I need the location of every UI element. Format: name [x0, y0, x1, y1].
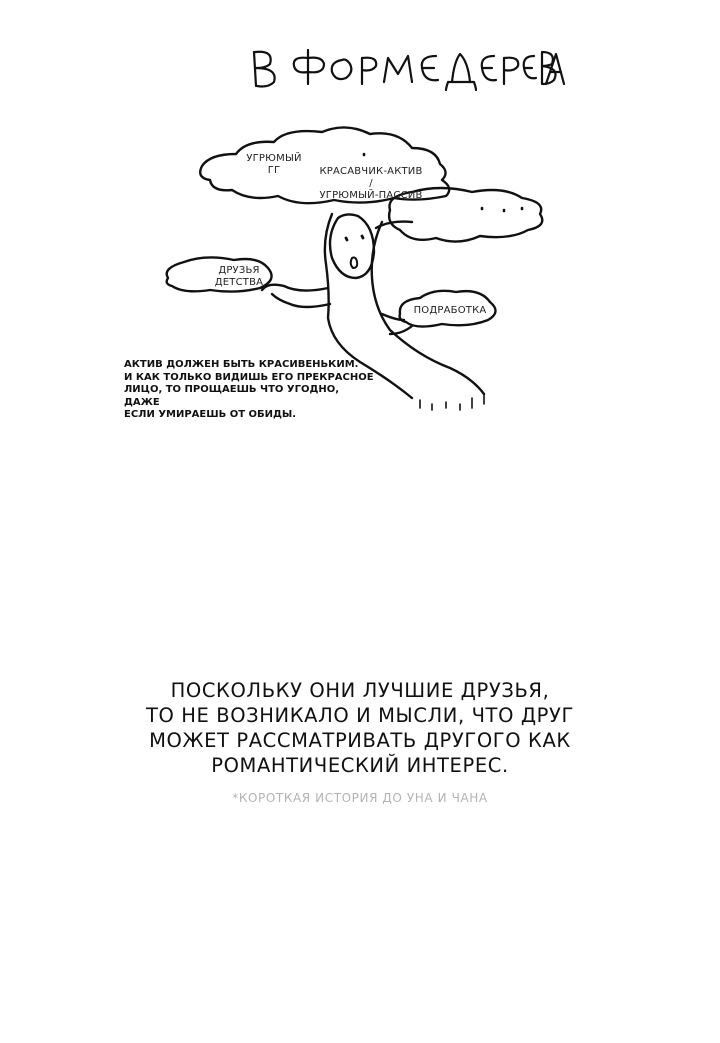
label-childhood-friends-line1: ДРУЗЬЯ: [218, 265, 260, 276]
label-grumpy-mc: УГРЮМЫЙ ГГ: [246, 153, 302, 176]
title-lettering: [248, 38, 568, 92]
label-handsome-active: КРАСАВЧИК-АКТИВ /: [319, 166, 423, 189]
side-note-line: ЕСЛИ УМИРАЕШЬ ОТ ОБИДЫ.: [124, 409, 297, 420]
label-side-job: ПОДРАБОТКА: [413, 305, 487, 316]
label-childhood-friends: [204, 265, 274, 289]
side-note: [124, 359, 374, 422]
caption-line: ПОСКОЛЬКУ ОНИ ЛУЧШИЕ ДРУЗЬЯ,: [170, 679, 550, 702]
label-childhood-friends-line2: ДЕТСТВА: [214, 277, 264, 288]
side-note-line: И КАК ТОЛЬКО ВИДИШЬ ЕГО ПРЕКРАСНОЕ: [124, 371, 374, 383]
label-handsome-active-grumpy-passive: [316, 166, 426, 202]
side-note-line: ЛИЦО, ТО ПРОЩАЕШЬ ЧТО УГОДНО, ДАЖЕ: [124, 384, 340, 408]
footnote: *КОРОТКАЯ ИСТОРИЯ ДО УНА И ЧАНА: [232, 791, 488, 805]
caption-line: ТО НЕ ВОЗНИКАЛО И МЫСЛИ, ЧТО ДРУГ: [146, 704, 574, 727]
label-grumpy-passive: УГРЮМЫЙ-ПАССИВ: [319, 190, 423, 201]
main-caption: [110, 678, 610, 778]
caption-line: РОМАНТИЧЕСКИЙ ИНТЕРЕС.: [211, 754, 509, 777]
side-note-line: АКТИВ ДОЛЖЕН БЫТЬ КРАСИВЕНЬКИМ.: [124, 359, 359, 370]
caption-line: МОЖЕТ РАССМАТРИВАТЬ ДРУГОГО КАК: [149, 729, 571, 752]
